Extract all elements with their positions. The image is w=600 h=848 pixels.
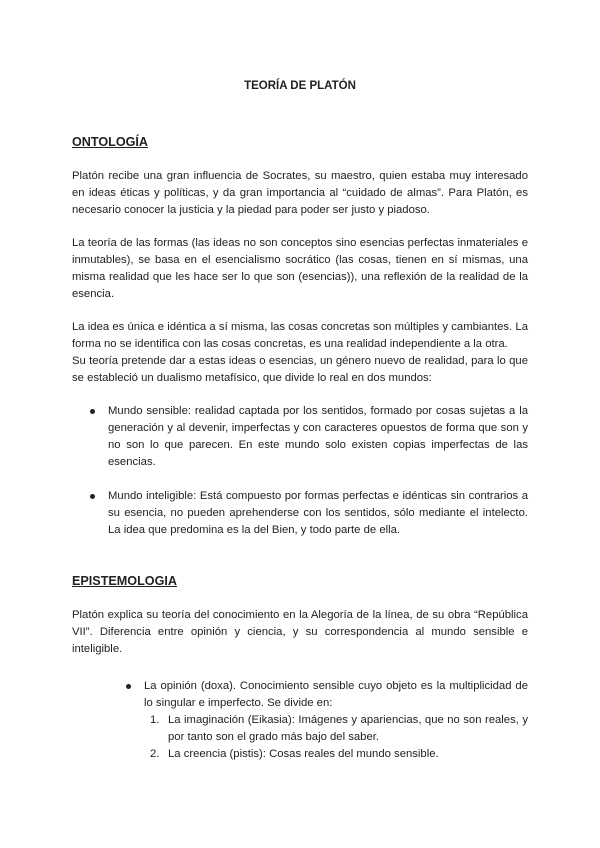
sublist-item-text: La creencia (pistis): Cosas reales del mundo sensible. xyxy=(168,748,439,760)
worlds-list xyxy=(72,403,528,539)
sublist-item-creencia xyxy=(144,746,528,763)
list-item-mundo-sensible xyxy=(72,403,528,471)
sublist-item-imaginacion xyxy=(144,712,528,746)
bullet-icon xyxy=(126,684,131,689)
knowledge-list xyxy=(72,678,528,763)
paragraph-ontologia-3: La idea es única e idéntica a sí misma, las cosas concretas son múltiples y cambiantes. La forma no se identifica con las cosas concretas, es una realidad independiente a la otra. xyxy=(72,321,528,350)
sublist-item-text: La imaginación (Eikasia): Imágenes y apariencias, que no son reales, y por tanto son el grado más bajo del saber. xyxy=(168,714,528,743)
paragraph-ontologia-2: La teoría de las formas (las ideas no son conceptos sino esencias perfectas inmateriales e inmutables), se basa en el esencialismo socrático (las cosas, tienen en sí mismas, una misma realidad que les hace ser lo que son (esencias)), una reflexión de la realidad de la esencia. xyxy=(72,237,528,300)
document-title: TEORÍA DE PLATÓN xyxy=(244,80,356,92)
list-number: 2. xyxy=(150,748,160,760)
list-item-mundo-inteligible xyxy=(72,488,528,539)
bullet-icon xyxy=(90,409,95,414)
opinion-sublist xyxy=(144,712,528,763)
section-heading-ontologia: ONTOLOGÍA xyxy=(72,135,149,149)
paragraph-ontologia-1: Platón recibe una gran influencia de Socrates, su maestro, quien estaba muy interesado en ideas éticas y políticas, y da gran importancia al “cuidado de almas”. Para Platón, es necesario conocer la justicia y la piedad para poder ser justo y piadoso. xyxy=(72,170,528,216)
list-item-opinion xyxy=(72,678,528,763)
paragraph-ontologia-4: Su teoría pretende dar a estas ideas o esencias, un género nuevo de realidad, para lo que se estableció un dualismo metafísico, que divide lo real en dos mundos: xyxy=(72,355,528,384)
section-heading-epistemologia: EPISTEMOLOGIA xyxy=(72,574,177,588)
bullet-icon xyxy=(90,494,95,499)
list-item-text: La opinión (doxa). Conocimiento sensible cuyo objeto es la multiplicidad de lo singular e imperfecto. Se divide en: xyxy=(144,680,528,709)
list-item-text: Mundo sensible: realidad captada por los sentidos, formado por cosas sujetas a la generación y al devenir, imperfectas y con caracteres opuestos de forma que son y no son lo que parecen. En este mundo solo existen copias imperfectas de las esencias. xyxy=(108,405,528,468)
paragraph-epistemologia-1: Platón explica su teoría del conocimiento en la Alegoría de la línea, de su obra “República VII”. Diferencia entre opinión y ciencia, y su correspondencia al mundo sensible e inteligible. xyxy=(72,609,528,655)
list-number: 1. xyxy=(150,714,160,726)
list-item-text: Mundo inteligible: Está compuesto por formas perfectas e idénticas sin contrarios a su esencia, no pueden aprehenderse con los sentidos, sólo mediante el intelecto. La idea que predomina es la del Bien, y todo parte de ella. xyxy=(108,490,528,536)
